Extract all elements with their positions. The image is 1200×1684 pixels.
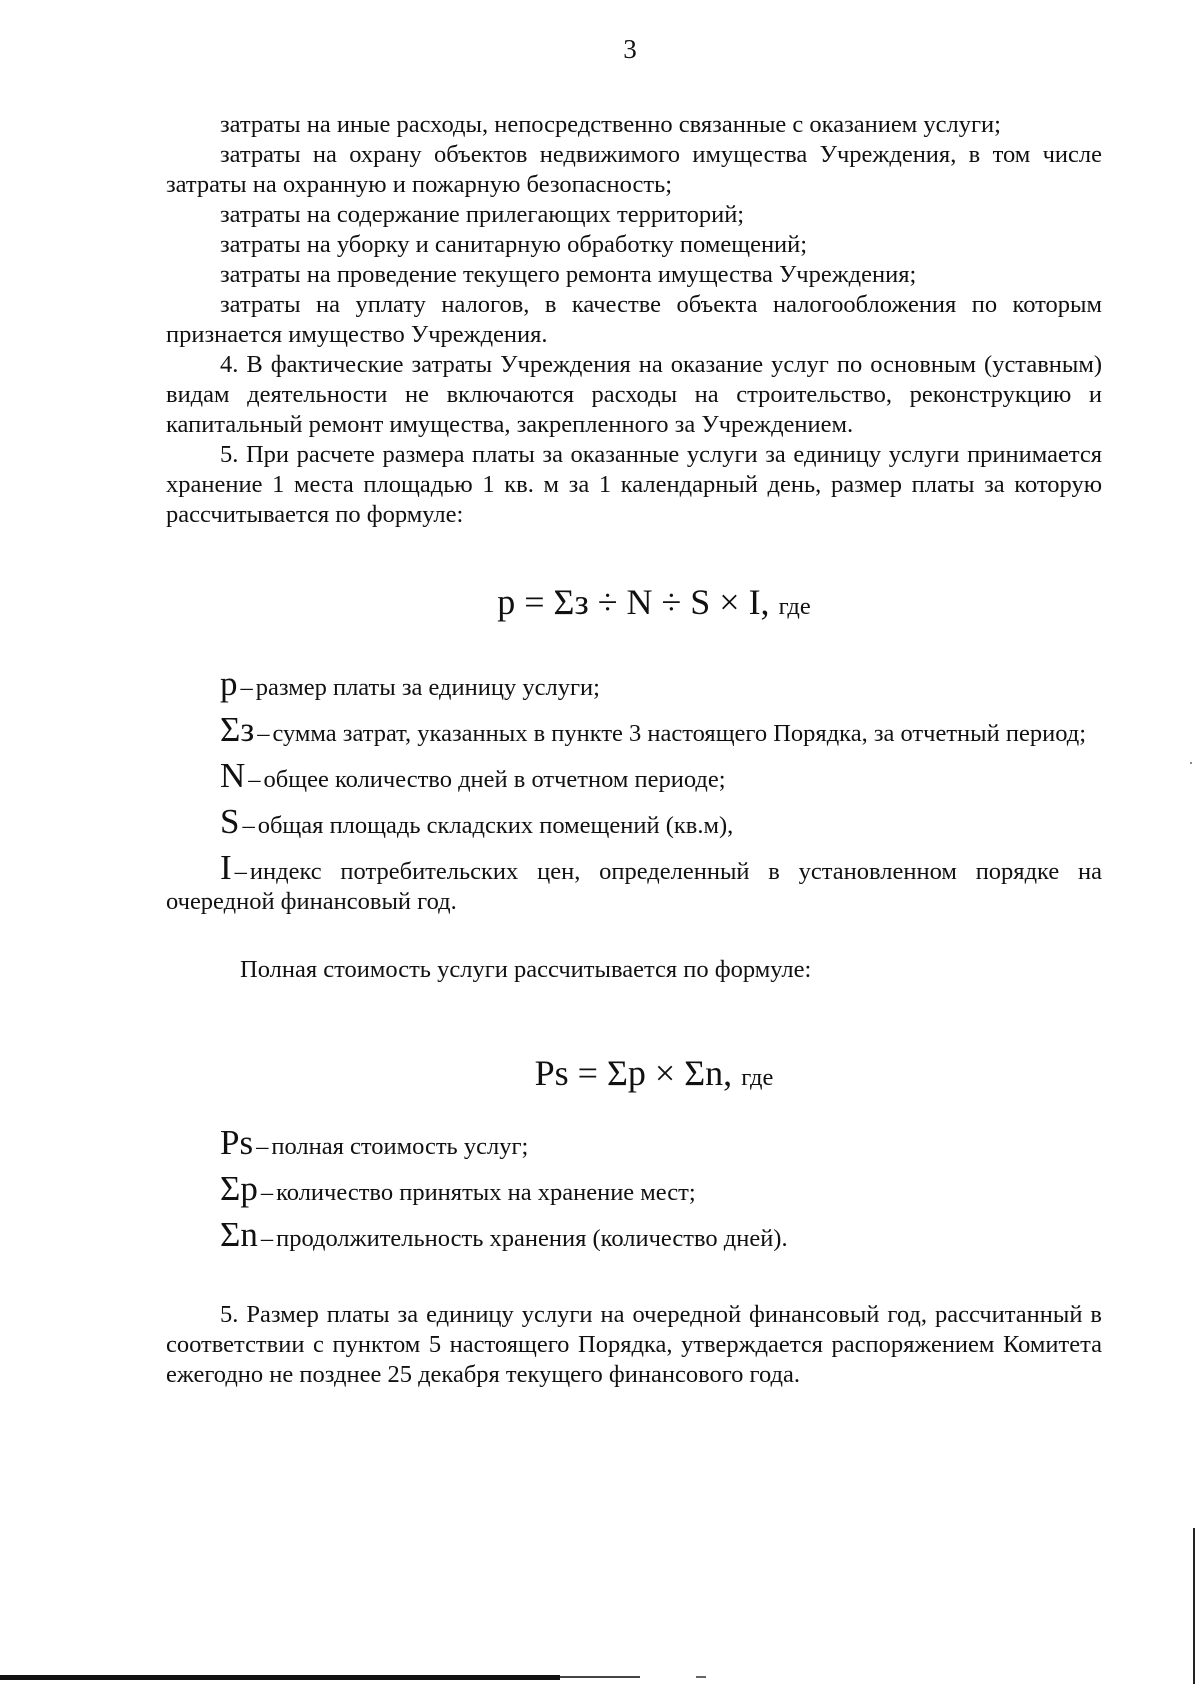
definition-item: [166, 664, 1102, 703]
definition-text: общая площадь складских помещений (кв.м),: [257, 812, 734, 839]
definition-dash: –: [240, 674, 253, 701]
definition-symbol: S: [220, 802, 240, 841]
definition-item: [166, 1215, 1102, 1254]
definition-text: продолжительность хранения (количество дней).: [276, 1225, 788, 1252]
formula-full-cost: [166, 1053, 1102, 1098]
scan-edge-mark: [1190, 762, 1192, 764]
document-body: [166, 110, 1102, 1390]
definition-text: индекс потребительских цен, определенный в установленном порядке на очередной финансовый год.: [166, 858, 1102, 915]
paragraph-item-5: 5. При расчете размера платы за оказанные услуги за единицу услуги принимается хранение 1 места площадью 1 кв. м за 1 календарный день, размер платы за которую рассчитывается по формуле:: [166, 441, 1102, 528]
definition-dash: –: [260, 1179, 274, 1206]
paragraph-territory-costs: затраты на содержание прилегающих территорий;: [220, 201, 745, 228]
scan-edge-line: [560, 1676, 640, 1678]
paragraph-item-4: 4. В фактические затраты Учреждения на оказание услуг по основным (уставным) видам деятельности не включаются расходы на строительство, реконструкцию и капитальный ремонт имущества, закрепленного за Учреждением.: [166, 351, 1102, 438]
definition-dash: –: [257, 720, 270, 747]
paragraph-security-costs: затраты на охрану объектов недвижимого имущества Учреждения, в том числе затраты на охранную и пожарную безопасность;: [166, 141, 1102, 198]
formula-unit-price: [166, 582, 1102, 627]
definition-symbol: Ps: [220, 1123, 254, 1162]
definition-text: полная стоимость услуг;: [271, 1133, 529, 1160]
definition-symbol: Σn: [220, 1215, 258, 1254]
formula-unit-price-where: где: [778, 593, 811, 620]
definition-item: [166, 1169, 1102, 1208]
definition-text: общее количество дней в отчетном периоде;: [263, 766, 726, 793]
definition-text: количество принятых на хранение мест;: [276, 1179, 696, 1206]
definition-dash: –: [260, 1225, 274, 1252]
definition-dash: –: [234, 858, 247, 885]
definitions-full-cost: [166, 1123, 1102, 1254]
scan-edge-mark: [696, 1676, 706, 1678]
definition-item: [166, 710, 1102, 749]
definition-symbol: N: [220, 756, 246, 795]
formula-full-cost-where: где: [741, 1064, 774, 1091]
definition-text: сумма затрат, указанных в пункте 3 настоящего Порядка, за отчетный период;: [272, 720, 1087, 747]
definition-symbol: Σp: [220, 1169, 258, 1208]
paragraph-tax-costs: затраты на уплату налогов, в качестве объекта налогообложения по которым признается имущество Учреждения.: [166, 291, 1102, 348]
formula-full-cost-expression: Ps = Σp × Σn,: [534, 1053, 733, 1093]
scan-edge-line: [0, 1675, 560, 1680]
definition-dash: –: [248, 766, 261, 793]
definition-item: [166, 802, 1102, 841]
definition-item: [166, 756, 1102, 795]
definition-item: [166, 1123, 1102, 1162]
definition-dash: –: [242, 812, 255, 839]
definition-symbol: I: [220, 848, 232, 887]
formula-unit-price-expression: p = Σз ÷ N ÷ S × I,: [497, 582, 770, 622]
page-number: 3: [623, 34, 637, 64]
definition-dash: –: [256, 1133, 269, 1160]
paragraph-repair-costs: затраты на проведение текущего ремонта имущества Учреждения;: [220, 261, 917, 288]
paragraph-other-costs: затраты на иные расходы, непосредственно связанные с оказанием услуги;: [220, 111, 1001, 138]
definition-symbol: Σз: [220, 710, 255, 749]
scan-edge-line: [1193, 1528, 1195, 1684]
definitions-unit-price: [166, 664, 1102, 917]
definition-item: [166, 848, 1102, 917]
paragraph-cleaning-costs: затраты на уборку и санитарную обработку помещений;: [220, 231, 808, 258]
full-cost-lead: Полная стоимость услуги рассчитывается по формуле:: [240, 956, 812, 983]
definition-text: размер платы за единицу услуги;: [255, 674, 600, 701]
paragraph-closing: 5. Размер платы за единицу услуги на очередной финансовый год, рассчитанный в соответствии с пунктом 5 настоящего Порядка, утверждается распоряжением Комитета ежегодно не позднее 25 декабря текущего финансового года.: [166, 1301, 1102, 1388]
definition-symbol: p: [220, 664, 238, 703]
